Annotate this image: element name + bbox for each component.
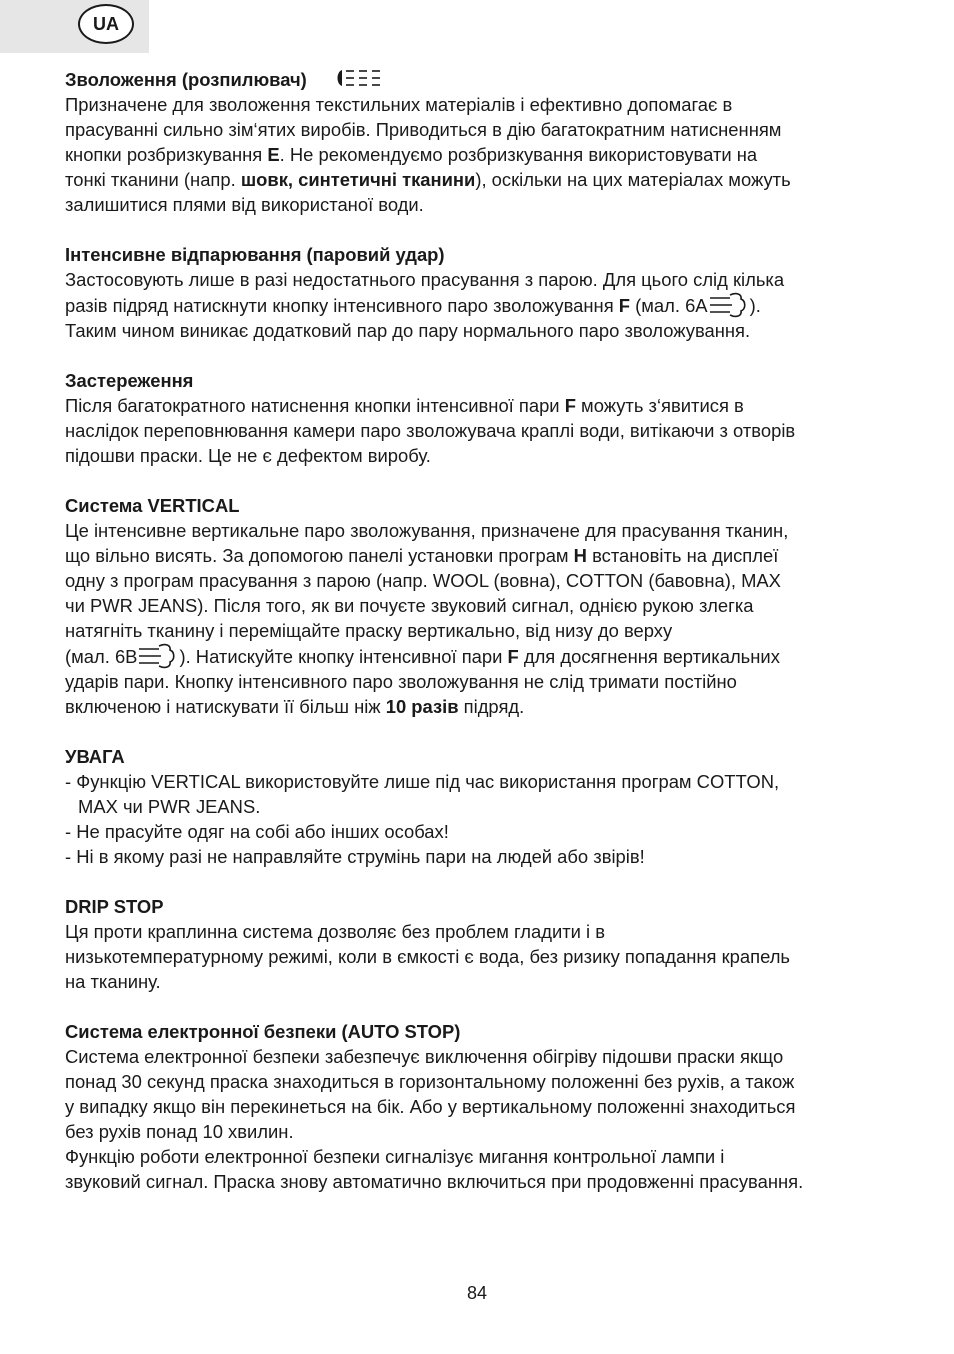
section-heading: Система VERTICAL [65,495,240,516]
steam-burst-icon [708,292,750,318]
section-auto-stop [65,1019,905,1194]
text-line: на тканину. [65,971,161,992]
text-line: кнопки розбризкування E. Не рекомендуємо розбризкування використовувати на [65,144,758,165]
section-heading: Застереження [65,370,194,391]
text-line: що вільно висять. За допомогою панелі установки програм H встановіть на дисплеї [65,545,779,566]
text-line: прасуванні сильно зім‘ятих виробів. Приводиться в дію багатократним натисненням [65,119,782,140]
section-attention [65,744,905,869]
steam-burst-icon [137,643,179,669]
section-steam-burst [65,242,905,343]
text-line: одну з програм прасування з парою (напр. WOOL (вовна), COTTON (бавовна), MAX [65,570,781,591]
text-line: підошви праски. Це не є дефектом виробу. [65,445,431,466]
page-number: 84 [466,1283,488,1303]
section-warning [65,368,905,468]
text-line: Застосовують лише в разі недостатнього прасування з парою. Для цього слід кілька [65,269,785,290]
text-line: тонкі тканини (напр. шовк, синтетичні тканини), оскільки на цих матеріалах можуть [65,169,791,190]
text-line: Призначене для зволоження текстильних матеріалів і ефективно допомагає в [65,94,733,115]
text-line: (мал. 6B ). Натискуйте кнопку інтенсивної пари F для досягнення вертикальних [65,643,905,669]
section-vertical [65,493,905,719]
text-line: наслідок переповнювання камери паро зволожувача краплі води, витікаючи з отворів [65,420,796,441]
list-item: - Функцію VERTICAL використовуйте лише під час використання програм COTTON, [65,771,780,792]
section-heading: Зволоження (розпилювач) [65,67,905,92]
text-line: Система електронної безпеки забезпечує виключення обігріву підошви праски якщо [65,1046,784,1067]
section-drip-stop [65,894,905,994]
language-badge: UA [78,4,134,44]
text-line: чи PWR JEANS). Після того, як ви почуєте звуковий сигнал, однією рукою злегка [65,595,754,616]
text-line: Ця проти краплинна система дозволяє без проблем гладити і в [65,921,606,942]
text-line: натягніть тканину і переміщайте праску вертикально, від низу до верху [65,620,673,641]
page-content [65,67,905,1194]
list-item: - Ні в якому разі не направляйте струмінь пари на людей або звірів! [65,846,645,867]
text-line: у випадку якщо він перекинеться на бік. Або у вертикальному положенні знаходиться [65,1096,796,1117]
language-tab [0,0,149,53]
text-line: включеною і натискувати її більш ніж 10 разів підряд. [65,696,525,717]
text-line: Таким чином виникає додатковий пар до пару нормального паро зволожування. [65,320,751,341]
text-line: ударів пари. Кнопку інтенсивного паро зволожування не слід тримати постійно [65,671,737,692]
spray-icon [334,68,394,90]
list-item: - Не прасуйте одяг на собі або інших особах! [65,821,449,842]
text-line: разів підряд натискнути кнопку інтенсивного паро зволожування F (мал. 6A ). [65,292,905,318]
text-line: Після багатократного натиснення кнопки інтенсивної пари F можуть з‘явитися в [65,395,744,416]
section-heading: DRIP STOP [65,896,164,917]
section-heading: Система електронної безпеки (AUTO STOP) [65,1021,461,1042]
section-spray [65,67,905,217]
text-line: залишитися плями від використаної води. [65,194,424,215]
text-line: без рухів понад 10 хвилин. [65,1121,294,1142]
text-line: Функцію роботи електронної безпеки сигналізує мигання контрольної лампи і [65,1146,725,1167]
text-line: понад 30 секунд праска знаходиться в горизонтальному положенні без рухів, а також [65,1071,795,1092]
list-item-continuation: MAX чи PWR JEANS. [78,796,261,817]
text-line: Це інтенсивне вертикальне паро зволожування, призначене для прасування тканин, [65,520,789,541]
section-heading: УВАГА [65,746,125,767]
text-line: низькотемпературному режимі, коли в ємкості є вода, без ризику попадання крапель [65,946,791,967]
section-heading: Інтенсивне відпарювання (паровий удар) [65,244,445,265]
text-line: звуковий сигнал. Праска знову автоматично включиться при продовженні прасування. [65,1171,804,1192]
